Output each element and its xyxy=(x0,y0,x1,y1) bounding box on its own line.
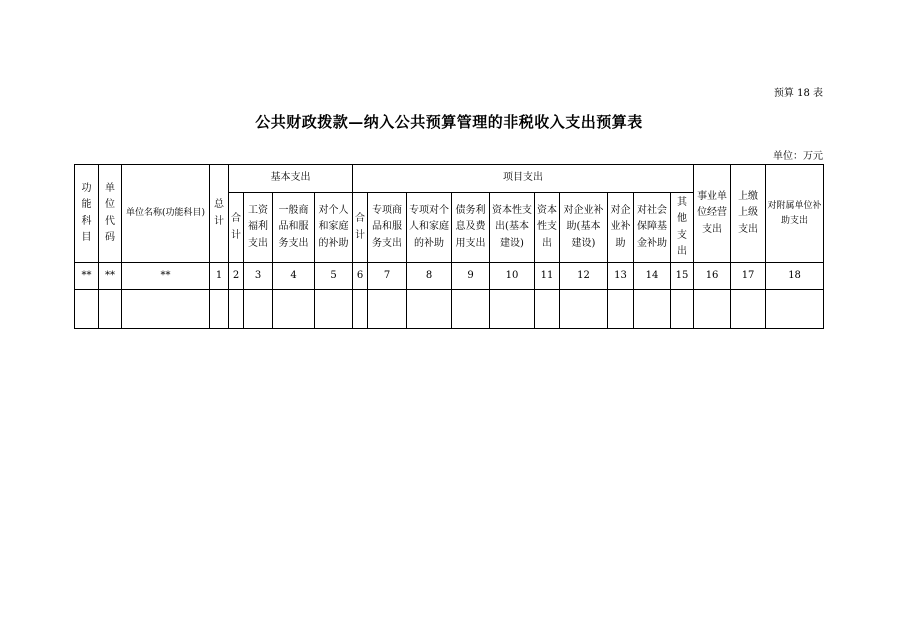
index-row xyxy=(75,263,824,290)
index-cell: 6 xyxy=(353,263,368,290)
data-cell xyxy=(490,290,535,329)
header-business-unit: 事业单 位经营 支出 xyxy=(694,165,731,263)
data-cell xyxy=(634,290,671,329)
data-row xyxy=(75,290,824,329)
index-cell: ** xyxy=(99,263,122,290)
data-cell xyxy=(694,290,731,329)
unit-label: 单位：万元 xyxy=(773,151,823,162)
header-other: 其 他 支 出 xyxy=(671,193,694,263)
budget-table xyxy=(74,164,824,329)
data-cell xyxy=(535,290,560,329)
data-cell xyxy=(229,290,244,329)
page-title: 公共财政拨款—纳入公共预算管理的非税收入支出预算表 xyxy=(255,113,643,131)
header-total: 总 计 xyxy=(210,165,229,263)
header-wages: 工资 福利 支出 xyxy=(244,193,273,263)
header-basic-expenditure: 基本支出 xyxy=(229,165,353,193)
header-capital-basic: 资本性支 出(基本 建设) xyxy=(490,193,535,263)
header-upper-level: 上缴 上级 支出 xyxy=(731,165,766,263)
data-cell xyxy=(210,290,229,329)
data-cell xyxy=(75,290,99,329)
index-cell: 12 xyxy=(560,263,608,290)
header-enterprise-basic: 对企业补 助(基本 建设) xyxy=(560,193,608,263)
header-unit-code: 单 位 代 码 xyxy=(99,165,122,263)
index-cell: 8 xyxy=(407,263,452,290)
header-affiliated: 对附属单位补 助支出 xyxy=(766,165,824,263)
header-special-household: 专项对个 人和家庭 的补助 xyxy=(407,193,452,263)
data-cell xyxy=(99,290,122,329)
header-project-sum: 合 计 xyxy=(353,193,368,263)
index-cell: 1 xyxy=(210,263,229,290)
data-cell xyxy=(731,290,766,329)
data-cell xyxy=(407,290,452,329)
index-cell: 10 xyxy=(490,263,535,290)
header-basic-sum: 合 计 xyxy=(229,193,244,263)
data-cell xyxy=(273,290,315,329)
index-cell: 14 xyxy=(634,263,671,290)
data-cell xyxy=(353,290,368,329)
index-cell: ** xyxy=(75,263,99,290)
index-cell: 18 xyxy=(766,263,824,290)
header-enterprise: 对企 业补 助 xyxy=(608,193,634,263)
header-capital: 资本 性支 出 xyxy=(535,193,560,263)
index-cell: 2 xyxy=(229,263,244,290)
data-cell xyxy=(452,290,490,329)
index-cell: 5 xyxy=(315,263,353,290)
index-cell: 16 xyxy=(694,263,731,290)
index-cell: 17 xyxy=(731,263,766,290)
header-unit-name: 单位名称(功能科目) xyxy=(122,165,210,263)
data-cell xyxy=(315,290,353,329)
header-func-code: 功 能 科 目 xyxy=(75,165,99,263)
index-cell: 7 xyxy=(368,263,407,290)
index-cell: 11 xyxy=(535,263,560,290)
index-cell: ** xyxy=(122,263,210,290)
data-cell xyxy=(244,290,273,329)
index-cell: 3 xyxy=(244,263,273,290)
index-cell: 9 xyxy=(452,263,490,290)
data-cell xyxy=(608,290,634,329)
header-goods-services: 一般商 品和服 务支出 xyxy=(273,193,315,263)
header-household-subsidy: 对个人 和家庭 的补助 xyxy=(315,193,353,263)
index-cell: 15 xyxy=(671,263,694,290)
data-cell xyxy=(766,290,824,329)
header-debt-interest: 债务利 息及费 用支出 xyxy=(452,193,490,263)
data-cell xyxy=(671,290,694,329)
header-project-expenditure: 项目支出 xyxy=(353,165,694,193)
data-cell xyxy=(368,290,407,329)
header-row-1 xyxy=(75,165,824,193)
header-special-goods: 专项商 品和服 务支出 xyxy=(368,193,407,263)
data-cell xyxy=(122,290,210,329)
index-cell: 4 xyxy=(273,263,315,290)
data-cell xyxy=(560,290,608,329)
index-cell: 13 xyxy=(608,263,634,290)
form-number: 预算 18 表 xyxy=(773,88,823,99)
header-social-security: 对社会 保障基 金补助 xyxy=(634,193,671,263)
